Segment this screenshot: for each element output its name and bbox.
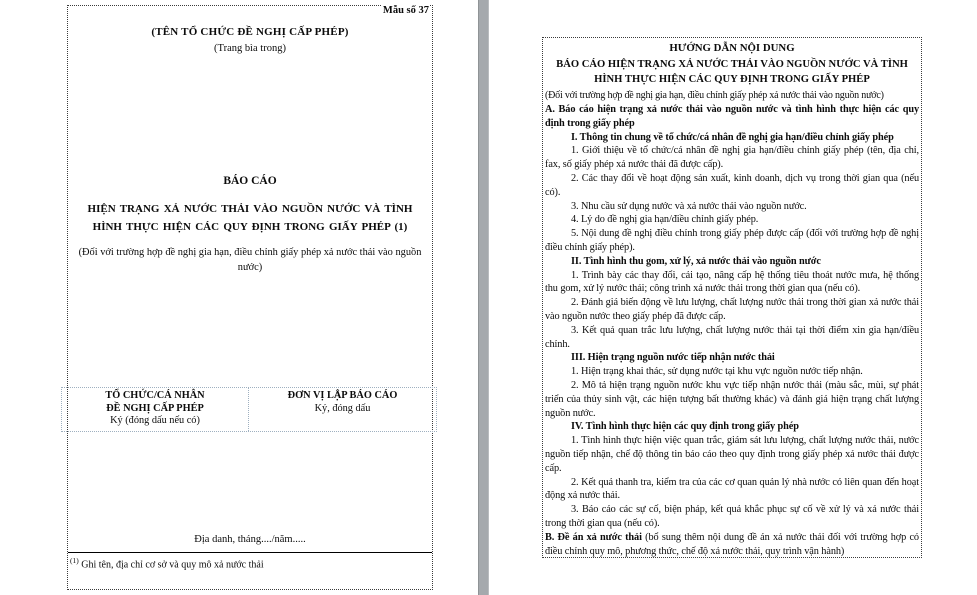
section-i-item-1: 1. Giới thiệu về tổ chức/cá nhân đề nghị gia hạn/điều chỉnh giấy phép (tên, địa chỉ, fax, số giấy phép xả nước thải đã được cấp).: [545, 145, 919, 171]
place-date-line: Địa danh, tháng..../năm.....: [194, 534, 306, 545]
footnote-marker: (1): [70, 556, 79, 565]
section-i-item-4: 4. Lý do đề nghị gia hạn/điều chỉnh giấy phép.: [571, 214, 759, 226]
section-iii-item-1: 1. Hiện trạng khai thác, sử dụng nước tại khu vực nguồn nước tiếp nhận.: [571, 366, 863, 378]
report-unit-line1: ĐƠN VỊ LẬP BÁO CÁO: [287, 390, 398, 401]
instructions-report-title: BÁO CÁO HIỆN TRẠNG XẢ NƯỚC THẢI VÀO NGUỒN NƯỚC VÀ TÌNH HÌNH THỰC HIỆN CÁC QUY ĐỊNH TRONG GIẤY PHÉP: [556, 59, 908, 85]
section-iv-item-2: 2. Kết quả thanh tra, kiểm tra của các cơ quan quản lý nhà nước có liên quan đến hoạt động xả nước thải.: [545, 476, 919, 502]
section-ii-item-2: 2. Đánh giá biến động về lưu lượng, chất lượng nước thải trong thời gian xả nước thải vào nguồn nước theo giấy phép đã được cấp.: [545, 297, 919, 322]
section-iii-item-2: 2. Mô tả hiện trạng nguồn nước khu vực tiếp nhận nước thải (màu sắc, mùi, sự phát triển của thủy sinh vật, các hiện tượng bất thường khác) và đánh giá hiện trạng chất lượng nguồn nước.: [545, 379, 919, 419]
section-iii-heading: III. Hiện trạng nguồn nước tiếp nhận nước thải: [571, 352, 775, 364]
section-i-heading: I. Thông tin chung về tổ chức/cá nhân đề nghị gia hạn/điều chỉnh giấy phép: [571, 131, 894, 143]
report-unit-sign-note: Ký, đóng dấu: [314, 402, 371, 414]
report-main-title: HIỆN TRẠNG XẢ NƯỚC THẢI VÀO NGUỒN NƯỚC VÀ TÌNH HÌNH THỰC HIỆN CÁC QUY ĐỊNH TRONG GIẤY PHÉP (1): [87, 203, 413, 233]
organization-name-line: (TÊN TỔ CHỨC ĐỀ NGHỊ CẤP PHÉP): [151, 26, 349, 38]
instructions-heading: HƯỚNG DẪN NỘI DUNG: [669, 42, 795, 54]
footnote: [70, 556, 430, 570]
section-i-item-5: 5. Nội dung đề nghị điều chỉnh trong giấy phép được cấp (đối với trường hợp đề nghị điều chỉnh giấy phép).: [545, 228, 919, 253]
section-a-heading: A. Báo cáo hiện trạng xả nước thải vào nguồn nước và tình hình thực hiện các quy định trong giấy phép: [545, 104, 919, 129]
section-ii-item-3: 3. Kết quả quan trắc lưu lượng, chất lượng nước thải tại thời điểm xin gia hạn/điều chỉnh.: [545, 324, 919, 350]
applicant-line2: ĐỀ NGHỊ CẤP PHÉP: [106, 402, 204, 414]
section-b-paragraph: [545, 531, 919, 559]
window-splitter-scrollbar[interactable]: [478, 0, 489, 595]
section-iv-item-3: 3. Báo cáo các sự cố, biện pháp, kết quả khắc phục sự cố về xử lý và xả nước thải trong thời gian qua (nếu có).: [545, 504, 919, 529]
footnote-text: Ghi tên, địa chỉ cơ sở và quy mô xả nước thải: [78, 559, 264, 571]
report-label: BÁO CÁO: [223, 175, 277, 187]
section-i-item-2: 2. Các thay đổi về hoạt động sản xuất, kinh doanh, dịch vụ trong thời gian qua (nếu có).: [545, 172, 919, 198]
applicant-sign-note: Ký (đóng dấu nếu có): [110, 415, 200, 427]
form-number-label: Mẫu số 37: [382, 5, 429, 16]
form-cover-page: [67, 5, 433, 590]
section-b-text: (bổ sung thêm nội dung đề án xả nước thải đối với trường hợp có điều chỉnh quy mô, phương thức, chế độ xả nước thải, quy trình vận hành): [545, 531, 919, 557]
section-b-heading: B. Đề án xả nước thải: [545, 531, 646, 543]
section-iv-item-1: 1. Tình hình thực hiện việc quan trắc, giám sát lưu lượng, chất lượng nước thải, nước nguồn tiếp nhận, chế độ thông tin báo cáo theo quy định trong giấy phép xả nước thải được cấp.: [545, 435, 919, 474]
section-i-item-3: 3. Nhu cầu sử dụng nước và xả nước thải vào nguồn nước.: [571, 200, 807, 212]
instructions-subnote: (Đối với trường hợp đề nghị gia hạn, điều chỉnh giấy phép xả nước thải vào nguồn nước): [545, 90, 884, 101]
section-ii-heading: II. Tình hình thu gom, xử lý, xả nước thải vào nguồn nước: [571, 255, 821, 267]
instructions-page: [542, 37, 922, 558]
inner-cover-note: (Trang bìa trong): [214, 43, 286, 54]
report-title-block: [74, 175, 426, 275]
signature-cell-report-unit: [249, 388, 436, 431]
signature-cell-applicant: [62, 388, 249, 431]
report-subtitle: (Đối với trường hợp đề nghị gia hạn, điều chỉnh giấy phép xả nước thải vào nguồn nước): [78, 247, 422, 273]
section-ii-item-1: 1. Trình bày các thay đổi, cải tạo, nâng cấp hệ thống tiêu thoát nước mưa, hệ thống thu gom, xử lý nước thải; công trình xả nước thải trong thời gian qua (nếu có).: [545, 269, 919, 295]
section-iv-heading: IV. Tình hình thực hiện các quy định trong giấy phép: [571, 421, 799, 433]
footnote-separator: [68, 552, 432, 553]
signature-table: [61, 387, 437, 432]
applicant-line1: TỔ CHỨC/CÁ NHÂN: [105, 390, 205, 401]
